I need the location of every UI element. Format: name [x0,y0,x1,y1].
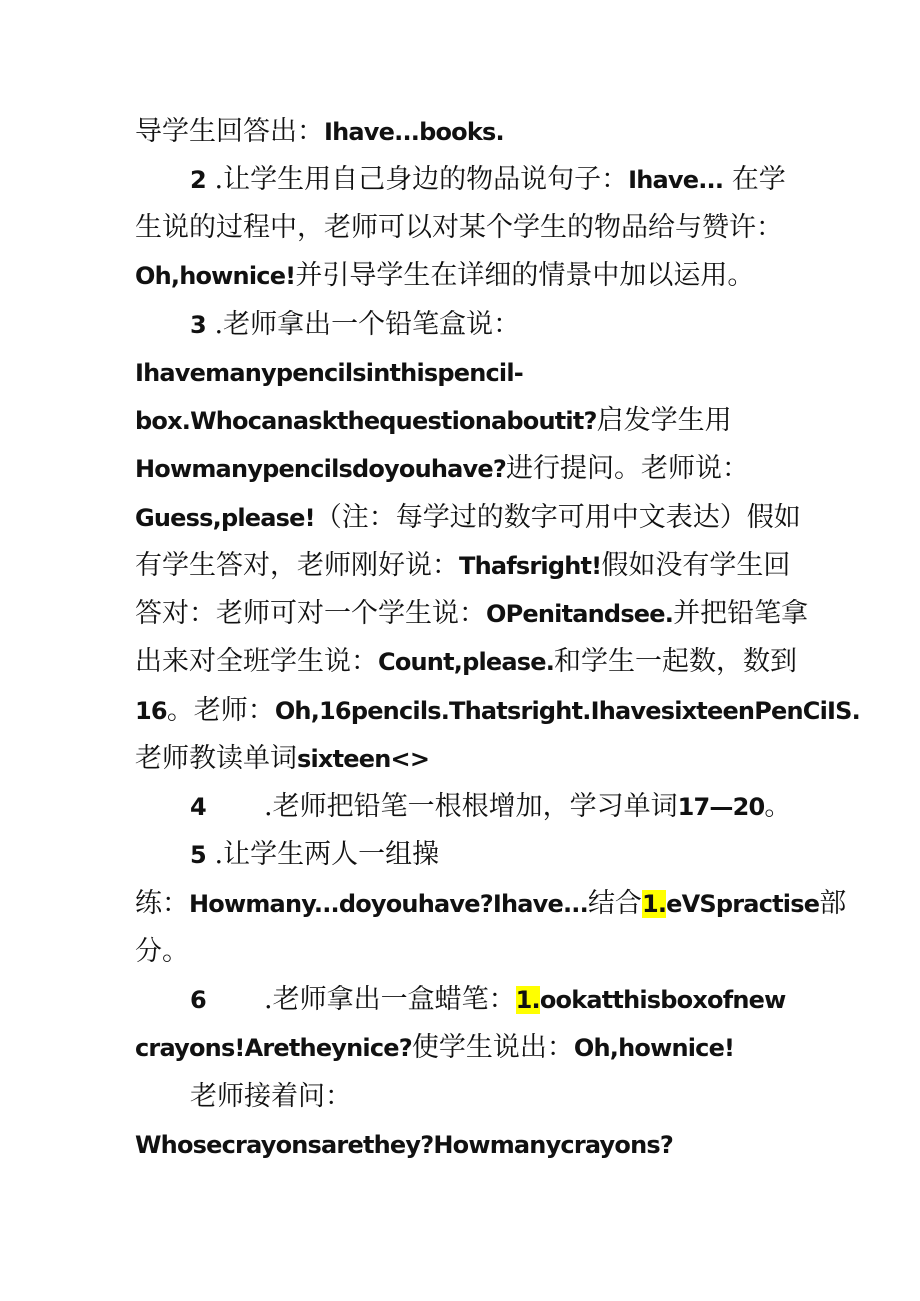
line-12-text: 出来对全班学生说： [135,646,378,677]
line-2-text-end: 在学 [723,164,786,195]
line-17-text-mid: 结合 [587,888,642,919]
line-8-english: Howmanypencilsdoyouhave? [135,455,506,483]
line-19-text: .老师拿出一盒蜡笔： [264,984,516,1015]
line-10-text-end: 假如没有学生回 [601,550,791,581]
text-line-8 [135,449,795,489]
line-9-english: Guess,please! [135,504,315,532]
item-number-5: 5 [190,841,206,869]
line-8-text: 进行提问。老师说： [506,453,749,484]
line-15-text: .老师把铅笔一根根增加，学习单词 [264,791,678,822]
line-14-text: 老师教读单词 [135,743,297,774]
line-11-english: OPenitandsee. [486,600,674,628]
line-9-text: （注：每学过的数字可用中文表达）假如 [314,502,801,533]
line-17-text-end: 部 [819,888,847,919]
line-17-text: 练： [135,888,189,919]
line-5-text: .老师拿出一个铅笔盒说： [205,309,521,340]
line-20-english-end: Oh,hownice! [573,1034,735,1062]
text-line-12 [135,642,798,682]
line-2-english: Ihave... [628,166,724,194]
line-4-text: 并引导学生在详细的情景中加以运用。 [295,260,755,291]
line-10-english: Thafsright! [459,552,602,580]
line-7-text: 启发学生用 [596,405,732,436]
line-13-english: Oh,16pencils.Thatsright.IhavesixteenPenCiIS. [274,697,860,725]
text-line-21 [190,1077,795,1117]
text-line-18 [135,932,795,972]
line-6-english: Ihavemanypencilsinthispencil- [135,359,523,387]
line-16-text: .让学生两人一组操 [205,839,440,870]
item-number-6: 6 [190,986,206,1014]
item-number-4: 4 [190,793,206,821]
line-3-text: 生说的过程中，老师可以对某个学生的物品给与赞许： [135,212,783,243]
highlight-mark: 1. [515,986,540,1014]
line-17-english: Howmany...doyouhave?Ihave... [189,890,588,918]
line-12-english: Count,please. [378,648,555,676]
text-line-11 [135,594,809,634]
text-line-7 [135,401,795,441]
line-7-english: box.Whocanaskthequestionaboutit? [135,407,597,435]
line-13-text: 。老师： [166,695,275,726]
line-12-text-end: 和学生一起数，数到 [554,646,798,677]
highlight-mark: 1. [641,890,667,918]
text-line-20 [135,1028,795,1068]
text-line-2 [190,160,795,200]
line-22-english: Whosecrayonsarethey?Howmanycrayons? [135,1131,673,1159]
text-line-1 [135,112,795,152]
line-1-text: 导学生回答出： [135,116,324,147]
line-2-text: .让学生用自己身边的物品说句子： [205,164,629,195]
text-line-15 [190,787,795,827]
text-line-6 [135,353,795,393]
text-line-17 [135,884,847,924]
text-line-9 [135,498,801,538]
text-line-14 [135,739,795,779]
text-line-16 [190,835,795,875]
text-line-19 [190,980,795,1020]
line-17-english-end: eVSpractise [666,890,820,918]
text-line-10 [135,546,795,586]
line-10-text: 有学生答对，老师刚好说： [135,550,459,581]
line-13-number: 16 [135,697,167,725]
item-number-2: 2 [190,166,206,194]
text-line-3 [135,208,795,248]
text-line-5 [190,305,795,345]
line-1-english: Ihave...books. [324,118,504,146]
line-21-text: 老师接着问： [190,1081,352,1112]
line-20-text: 使学生说出： [411,1032,574,1063]
line-11-text: 答对：老师可对一个学生说： [135,598,486,629]
line-4-english: Oh,hownice! [135,262,296,290]
line-20-english: crayons!Aretheynice? [135,1034,412,1062]
text-line-13 [135,691,860,731]
text-line-22 [135,1125,795,1165]
line-11-text-end: 并把铅笔拿 [673,598,809,629]
line-19-english: ookatthisboxofnew [539,986,786,1014]
line-15-text-end: 。 [764,791,792,822]
line-15-english: 17—20 [677,793,765,821]
line-18-text: 分。 [135,936,189,967]
line-14-english: sixteen<> [297,745,430,773]
item-number-3: 3 [190,311,206,339]
text-line-4 [135,256,795,296]
